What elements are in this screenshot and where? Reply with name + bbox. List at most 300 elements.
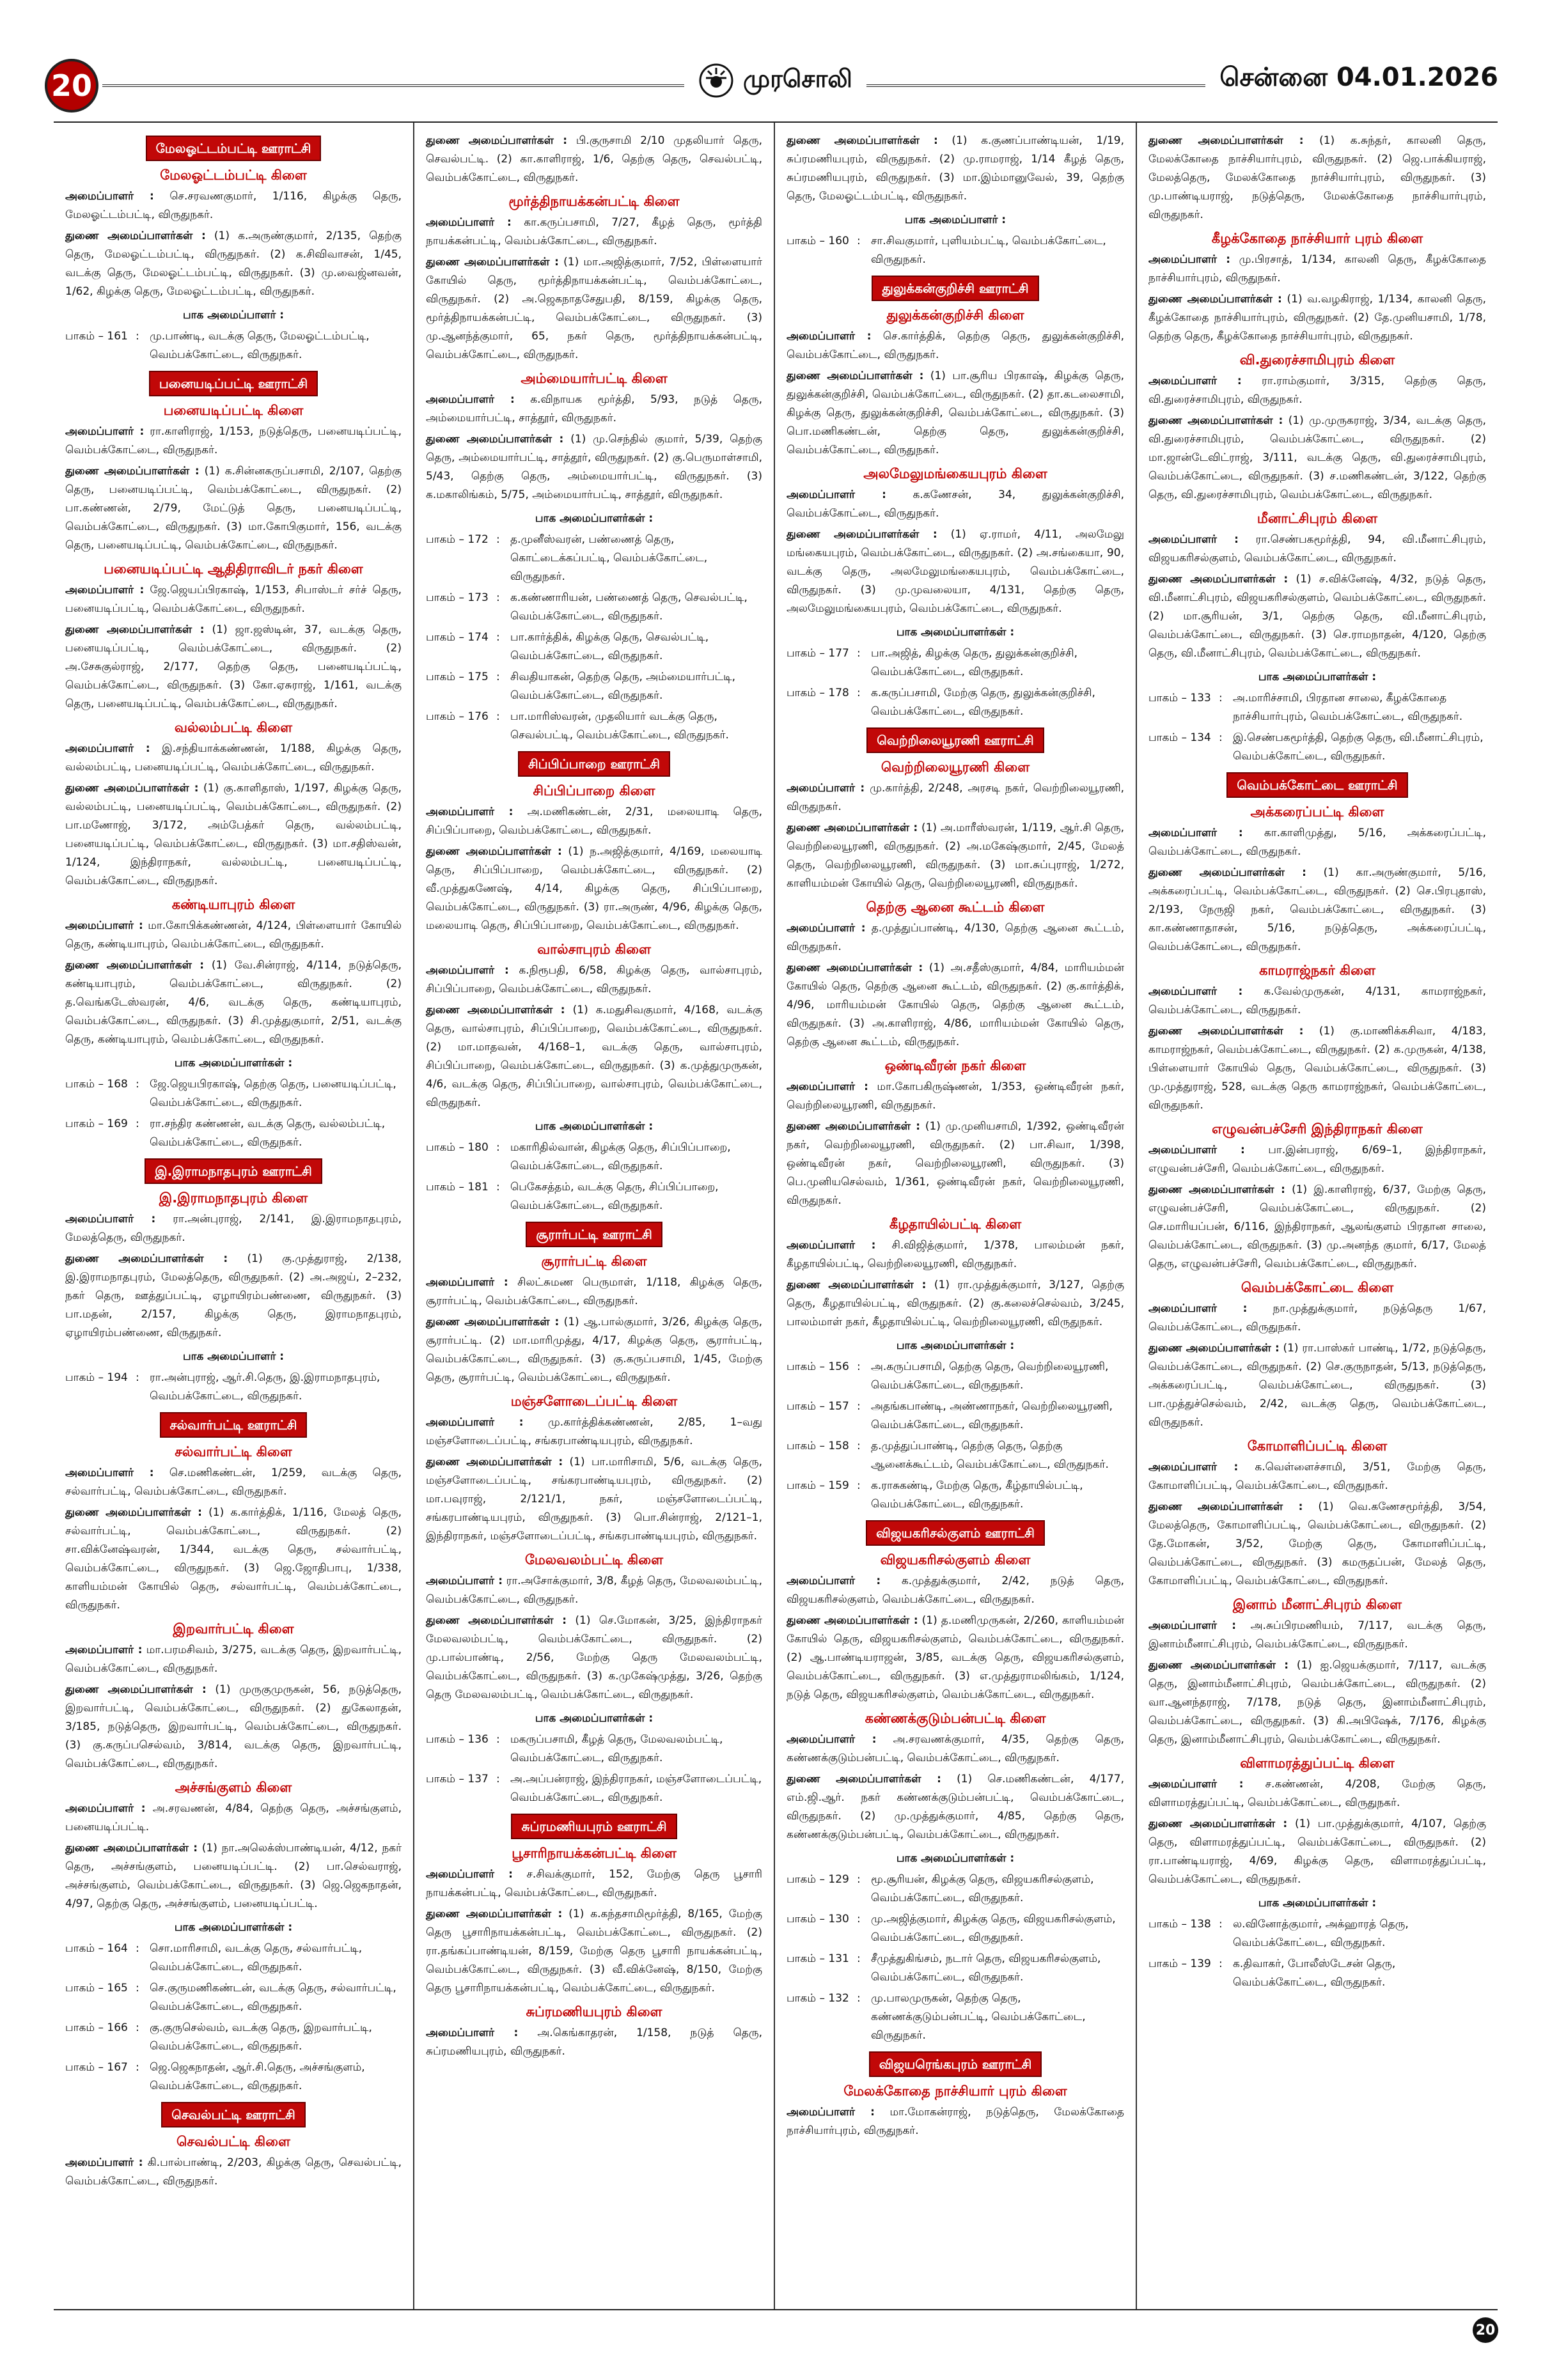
panchayat-heading-label: வெற்றிலையூரணி ஊராட்சி [866, 727, 1044, 753]
booth-number: பாகம் – 138 [1148, 1918, 1211, 1931]
branch-heading: ஒண்டிவீரன் நகர் கிளை [884, 1058, 1026, 1073]
booth-colon: : [857, 1479, 861, 1492]
member-entry [65, 1210, 402, 1247]
member-entry [1148, 1775, 1486, 1812]
booth-entry [426, 668, 762, 705]
member-details: இ.சந்தியாக்கண்ணன், 1/188, கிழக்கு தெரு, வல்லம்பட்டி, பனையடிப்பட்டி, வெம்பக்கோட்டை, விருதுநகர். [65, 742, 402, 774]
branch-heading: தெற்கு ஆனை கூட்டம் கிளை [866, 899, 1045, 915]
member-role-label: துணை அமைப்பாளர்கள் : [1148, 1342, 1280, 1355]
booth-entry [65, 1940, 402, 1977]
member-entry [426, 1453, 762, 1546]
footer-page-number: 20 [1473, 2317, 1498, 2343]
column-2-content [426, 132, 762, 2061]
member-role-label: துணை அமைப்பாளர்கள் : [787, 1120, 921, 1133]
booth-person: செ.குருமணிகண்டன், வடக்கு தெரு, சல்வார்பட்டி, வெம்பக்கோட்டை, விருதுநகர். [150, 1982, 396, 2013]
branch-heading: வெற்றிலையூரணி கிளை [881, 759, 1030, 775]
booth-number: பாகம் – 176 [426, 710, 489, 723]
member-details: (1) வெ.கணேசமூர்த்தி, 3/54, மேலத்தெரு, கோமாளிப்பட்டி, வெம்பக்கோட்டை, விருதுநகர். (2) தே.மோகன், 3/52, மேற்கு தெரு, கோமாளிப்பட்டி, வெம்பக்கோட்டை, விருதுநகர். (3) கமருதப்பன், மேலத் தெரு, கோமாளிப்பட்டி, வெம்பக்கோட்டை, விருதுநகர். [1148, 1500, 1486, 1587]
booth-number: பாகம் – 136 [426, 1733, 489, 1746]
member-role-label: அமைப்பாளர் : [65, 1466, 154, 1479]
booth-person: த.முனீஸ்வரன், பண்ணைத் தெரு, கொட்டைக்கப்பட்டி, வெம்பக்கோட்டை, விருதுநகர். [510, 533, 708, 583]
booth-person: ரா.சந்திர கண்ணன், வடக்கு தெரு, வல்லம்பட்டி, வெம்பக்கோட்டை, விருதுநகர். [150, 1117, 386, 1149]
panchayat-heading-label: வெம்பக்கோட்டை ஊராட்சி [1226, 772, 1407, 798]
member-entry [787, 959, 1124, 1052]
member-details: (1) கு.காளிதாஸ், 1/197, கிழக்கு தெரு, வல்லம்பட்டி, பனையடிப்பட்டி, வெம்பக்கோட்டை, விருதுநகர். (2) பா.மணோஜ், 3/172, அம்பேத்கர் தெரு, வல்லம்பட்டி, பனையடிப்பட்டி, வெம்பக்கோட்டை, விருதுநகர். (3) மா.சதிஸ்வன், 1/124, இந்திராநகர், வல்லம்பட்டி, பனையடிப்பட்டி, வெம்பக்கோட்டை, விருதுநகர். [65, 782, 402, 887]
member-details: அ.சுப்பிரமணியம், 7/117, வடக்கு தெரு, இனாம்மீனாட்சிபுரம், வெம்பக்கோட்டை, விருதுநகர். [1148, 1619, 1487, 1651]
member-entry [787, 132, 1124, 206]
member-role-label: துணை அமைப்பாளர்கள் : [426, 134, 568, 147]
member-entry [426, 253, 762, 364]
booth-number: பாகம் – 166 [65, 2021, 128, 2034]
booth-colon: : [857, 1873, 861, 1886]
branch-heading: விளாமரத்துப்பட்டி கிளை [1240, 1755, 1395, 1771]
booth-entry [787, 1358, 1124, 1395]
booth-section-heading: பாக அமைப்பாளர்கள் : [174, 1921, 293, 1934]
booth-person: கு.குருசெல்வம், வடக்கு தெரு, இறவார்பட்டி, வெம்பக்கோட்டை, விருதுநகர். [150, 2021, 372, 2053]
booth-entry [1148, 689, 1486, 726]
member-details: (1) க.மதுசிவகுமார், 4/168, வடக்கு தெரு, வால்சாபுரம், சிப்பிப்பாறை, வெம்பக்கோட்டை, விருதுநகர். (2) மா.மாதவன், 4/168–1, வடக்கு தெரு, வால்சாபுரம், சிப்பிப்பாறை, வெம்பக்கோட்டை, விருதுநகர். (3) க.முத்துமுருகன், 4/6, வடக்கு தெரு, சிப்பிப்பாறை, வால்சாபுரம், வெம்பக்கோட்டை, விருதுநகர். [426, 1004, 762, 1109]
member-role-label: அமைப்பாளர் : [1148, 1778, 1244, 1791]
member-role-label: அமைப்பாளர் : [787, 1080, 868, 1093]
panchayat-heading [65, 1412, 402, 1438]
member-entry [1148, 1617, 1486, 1654]
booth-entry [1148, 1955, 1486, 1992]
member-role-label: அமைப்பாளர் : [426, 1276, 508, 1289]
member-role-label: துணை அமைப்பாளர்கள் : [65, 782, 199, 795]
member-role-label: அமைப்பாளர் : [787, 2106, 875, 2119]
member-entry [65, 2154, 402, 2191]
member-details: (1) இ.காளிராஜ், 6/37, மேற்கு தெரு, எழுவன்பச்சேரி, வெம்பக்கோட்டை, விருதுநகர். (2) செ.மாரியப்பன், 6/116, இந்திராநகர், ஆலங்குளம் பிரதான சாலை, வெம்பக்கோட்டை, விருதுநகர். (3) மு.அனந்த குமார், 6/17, மேலத் தெரு, எழுவன்பச்சேரி, வெம்பக்கோட்டை, விருதுநகர். [1148, 1183, 1486, 1270]
member-details: (1) மு.செந்தில் குமார், 5/39, தெற்கு தெரு, அம்மையார்பட்டி, சாத்தூர், விருதுநகர். (2) கு.பெருமாள்சாமி, 5/43, தெற்கு தெரு, அம்மையார்பட்டி, விருதுநகர். (3) க.மகாலிங்கம், 5/75, அம்மையார்பட்டி, சாத்தூர், விருதுநகர். [426, 433, 763, 501]
booth-section-heading: பாக அமைப்பாளர்கள் : [1258, 1897, 1377, 1909]
booth-colon: : [1219, 1957, 1223, 1970]
booth-person: பா.மாரிஸ்வரன், முதலியார் வடக்கு தெரு, செவல்பட்டி, வெம்பக்கோட்டை, விருதுநகர். [510, 710, 729, 742]
member-details: க.வேல்முருகன், 4/131, காமராஜ்நகர், வெம்பக்கோட்டை, விருதுநகர். [1148, 985, 1487, 1016]
member-entry [65, 187, 402, 224]
branch-heading: கீழக்கோதை நாச்சியார் புரம் கிளை [1211, 231, 1423, 246]
member-role-label: துணை அமைப்பாளர்கள் : [426, 845, 562, 858]
member-details: (1) ந.அஜித்குமார், 4/169, மலையாடி தெரு, சிப்பிப்பாறை, வெம்பக்கோட்டை, விருதுநகர். (2) வீ.முத்துகணேஷ், 4/14, கிழக்கு தெரு, சிப்பிப்பாறை, வெம்பக்கோட்டை, விருதுநகர். (3) ரா.அருண், 4/96, கிழக்கு தெரு, மலையாடி தெரு, சிப்பிப்பாறை, வெம்பக்கோட்டை, விருதுநகர். [426, 845, 763, 932]
member-details: (1) மு.முருகராஜ், 3/34, வடக்கு தெரு, வி.துரைச்சாமிபுரம், வெம்பக்கோட்டை, விருதுநகர். (2) மா.ஜான்டேவிட்ராஜ், 3/111, வடக்கு தெரு, வி.துரைச்சாமிபுரம், வெம்பக்கோட்டை, விருதுநகர். (3) ச.மணிகண்டன், 3/122, தெற்கு தெரு, வி.துரைச்சாமிபுரம், வெம்பக்கோட்டை, விருதுநகர். [1148, 414, 1487, 501]
panchayat-heading-label: செவல்பட்டி ஊராட்சி [161, 2102, 306, 2127]
member-entry [787, 819, 1124, 893]
booth-section-heading: பாக அமைப்பாளர் : [904, 214, 1006, 226]
member-details: (1) க.கந்தசாமிமூர்த்தி, 8/165, மேற்கு தெரு பூசாரிநாயக்கன்பட்டி, வெம்பக்கோட்டை, விருதுநகர். (2) ரா.தங்கப்பாண்டியன், 8/159, மேற்கு தெரு பூசாரி நாயக்கன்பட்டி, வெம்பக்கோட்டை, விருதுநகர். (3) வீ.விக்னேஷ், 8/150, மேற்கு தெரு பூசாரிநாயக்கன்பட்டி, வெம்பக்கோட்டை, விருதுநகர். [426, 1908, 763, 1995]
panchayat-heading-label: துலுக்கன்குறிச்சி ஊராட்சி [872, 276, 1038, 301]
member-entry [65, 917, 402, 954]
branch-heading: அம்மையார்பட்டி கிளை [521, 371, 668, 386]
booth-section-heading: பாக அமைப்பாளர்கள் : [535, 1120, 654, 1133]
member-role-label: அமைப்பாளர் : [1148, 827, 1243, 839]
booth-entry [65, 2019, 402, 2056]
booth-colon: : [496, 591, 500, 604]
member-details: (1) ஐ.ஜெயக்குமார், 7/117, வடக்கு தெரு, இனாம்மீனாட்சிபுரம், வெம்பக்கோட்டை, விருதுநகர். (2) வா.ஆனந்தராஜ், 7/178, நடுத் தெரு, இனாம்மீனாட்சிபுரம், வெம்பக்கோட்டை, விருதுநகர். (3) கி.அபிஷேக், 7/176, கிழக்கு தெரு, இனாம்மீனாட்சிபுரம், வெம்பக்கோட்டை, விருதுநகர். [1148, 1659, 1487, 1746]
member-role-label: அமைப்பாளர் : [65, 1802, 146, 1815]
booth-number: பாகம் – 167 [65, 2061, 128, 2074]
member-entry [426, 132, 762, 187]
member-entry [65, 1504, 402, 1615]
member-role-label: அமைப்பாளர் : [65, 425, 145, 438]
member-details: (1) கு.முத்துராஜ், 2/138, இ.இராமநாதபுரம், மேலத்தெரு, விருதுநகர். (2) அ.அஜய், 2–232, நகர் தெரு, ஊத்துப்பட்டி, ஏழாயிரம்பண்ணை, விருதுநகர். (3) பா.மதன், 2/157, கிழக்கு தெரு, இராமநாதபுரம், ஏழாயிரம்பண்ணை, விருதுநகர். [65, 1252, 402, 1339]
member-role-label: அமைப்பாளர் : [426, 1416, 524, 1429]
member-details: ஜே.ஜெயப்பிரகாஷ், 1/153, சிபாஸ்டர் சர்ச் தெரு, பனையடிப்பட்டி, வெம்பக்கோட்டை, விருதுநகர். [65, 584, 402, 615]
member-role-label: துணை அமைப்பாளர்கள் : [65, 1842, 198, 1855]
member-entry [65, 423, 402, 460]
booth-colon: : [496, 1773, 500, 1785]
member-entry [65, 581, 402, 618]
member-entry [1148, 824, 1486, 861]
panchayat-heading-label: சிப்பிப்பாறை ஊராட்சி [518, 751, 670, 777]
member-role-label: அமைப்பாளர் : [1148, 985, 1243, 998]
member-role-label: துணை அமைப்பாளர்கள் : [65, 1683, 207, 1696]
member-entry [426, 1313, 762, 1387]
masthead [45, 56, 1498, 114]
branch-heading: கண்டியாபுரம் கிளை [171, 897, 295, 912]
booth-entry [1148, 1915, 1486, 1952]
member-details: மா.கோபிக்கண்ணன், 4/124, பிள்ளையார் கோயில் தெரு, கண்டியாபுரம், வெம்பக்கோட்டை, விருதுநகர். [65, 919, 402, 951]
member-details: (1) ச.விக்னேஷ், 4/32, நடுத் தெரு, வி.மீனாட்சிபுரம், விஜயகரிசல்குளம், வெம்பக்கோட்டை, விருதுநகர். (2) மா.சூரியன், 3/1, தெற்கு தெரு, வி.மீனாட்சிபுரம், வெம்பக்கோட்டை, விருதுநகர். (3) செ.ராமநாதன், 4/120, தெற்கு தெரு, வி.மீனாட்சிபுரம், வெம்பக்கோட்டை, விருதுநகர். [1148, 573, 1487, 660]
column-4-content [1148, 132, 1486, 1992]
panchayat-heading [787, 1520, 1124, 1546]
booth-number: பாகம் – 173 [426, 591, 489, 604]
member-entry [787, 2103, 1124, 2140]
booth-number: பாகம் – 172 [426, 533, 489, 546]
booth-number: பாகம் – 169 [65, 1117, 128, 1130]
booth-number: பாகம் – 134 [1148, 731, 1211, 744]
booth-entry [65, 2058, 402, 2096]
booth-person: க.கருப்பசாமி, மேற்கு தெரு, துலுக்கன்குறிச்சி, வெம்பக்கோட்டை, விருதுநகர். [871, 687, 1095, 718]
member-role-label: துணை அமைப்பாளர்கள் : [1148, 134, 1304, 147]
booth-colon: : [136, 1942, 139, 1955]
branch-heading: அலமேலுமங்கையபுரம் கிளை [863, 466, 1047, 481]
branch-heading: பனையடிப்பட்டி கிளை [163, 403, 304, 418]
branch-heading: கீழதாயில்பட்டி கிளை [889, 1217, 1022, 1232]
branch-heading: சுப்ரமணியபுரம் கிளை [526, 2004, 662, 2019]
member-details: (1) பா.முத்துக்குமார், 4/107, தெற்கு தெரு, விளாமரத்துப்பட்டி, வெம்பக்கோட்டை, விருதுநகர். (2) ரா.பாண்டியராஜ், 4/69, கிழக்கு தெரு, விளாமரத்துப்பட்டி, வெம்பக்கோட்டை, விருதுநகர். [1148, 1817, 1487, 1886]
member-entry [65, 740, 402, 777]
member-entry [1148, 1181, 1486, 1273]
booth-person: மு.அஜித்குமார், கிழக்கு தெரு, விஜயகரிசல்குளம், வெம்பக்கோட்டை, விருதுநகர். [871, 1913, 1116, 1944]
branch-heading: துலுக்கன்குறிச்சி கிளை [886, 307, 1024, 323]
member-role-label: துணை அமைப்பாளர்கள் : [1148, 1817, 1288, 1830]
member-details: (1) மா.அஜித்குமார், 7/52, பிள்ளையார் கோயில் தெரு, மூர்த்திநாயக்கன்பட்டி, வெம்பக்கோட்டை, விருதுநகர். (2) அ.ஜெகநாதசேதுபதி, 8/159, கிழக்கு தெரு, மூர்த்திநாயக்கன்பட்டி, வெம்பக்கோட்டை, விருதுநகர். (3) மு.ஆனந்த்குமார், 65, நகர் தெரு, மூர்த்திநாயக்கன்பட்டி, வெம்பக்கோட்டை, விருதுநகர். [426, 256, 763, 361]
member-details: சி.விஜித்குமார், 1/378, பாலம்மன் நகர், கீழதாயில்பட்டி, வெற்றிலையூரணி, விருதுநகர். [787, 1239, 1125, 1270]
branch-heading: அக்கரைப்பட்டி கிளை [1250, 804, 1384, 820]
member-details: ரா.செண்பகமூர்த்தி, 94, வி.மீனாட்சிபுரம், விஜயகரிசல்குளம், வெம்பக்கோட்டை, விருதுநகர். [1148, 533, 1487, 564]
booth-colon: : [1219, 731, 1223, 744]
member-role-label: அமைப்பாளர் : [1148, 1302, 1248, 1315]
member-entry [787, 1078, 1124, 1115]
member-details: (1) க.சின்னகருப்பசாமி, 2/107, தெற்கு தெரு, பனையடிப்பட்டி, வெம்பக்கோட்டை, விருதுநகர். (2) பா.கண்ணன், 2/79, மேட்டுத் தெரு, பனையடிப்பட்டி, வெம்பக்கோட்டை, விருதுநகர். (3) மா.கோபிகுமார், 156, வடக்கு தெரு, பனையடிப்பட்டி, வெம்பக்கோட்டை, விருதுநகர். [65, 465, 402, 552]
booth-person: பெகேசத்தம், வடக்கு தெரு, சிப்பிப்பாறை, வெம்பக்கோட்டை, விருதுநகர். [510, 1181, 719, 1212]
branch-heading: இ.இராமநாதபுரம் கிளை [159, 1190, 308, 1206]
booth-colon: : [857, 687, 861, 699]
member-role-label: அமைப்பாளர் : [787, 330, 872, 343]
booth-colon: : [857, 1992, 861, 2005]
booth-colon: : [496, 1181, 500, 1194]
booth-number: பாகம் – 132 [787, 1992, 849, 2005]
member-entry [65, 779, 402, 891]
branch-heading: மூர்த்திநாயக்கன்பட்டி கிளை [508, 194, 680, 209]
booth-entry [426, 589, 762, 626]
member-entry [65, 621, 402, 713]
panchayat-heading-label: சூரார்பட்டி ஊராட்சி [526, 1222, 662, 1247]
member-entry [1148, 290, 1486, 346]
booth-person: பா.அஜித், கிழக்கு தெரு, துலுக்கன்குறிச்சி, வெம்பக்கோட்டை, விருதுநகர். [871, 647, 1078, 678]
member-role-label: துணை அமைப்பாளர்கள் : [426, 1614, 567, 1627]
panchayat-heading [65, 371, 402, 396]
member-entry [787, 1117, 1124, 1210]
member-role-label: அமைப்பாளர் : [426, 1868, 513, 1881]
member-role-label: துணை அமைப்பாளர்கள் : [426, 1316, 560, 1328]
booth-entry [65, 1115, 402, 1152]
member-entry [65, 462, 402, 555]
panchayat-heading-label: சல்வார்பட்டி ஊராட்சி [160, 1412, 308, 1438]
member-details: த.முத்துப்பாண்டி, 4/130, தெற்கு ஆனை கூட்டம், விருதுநகர். [787, 922, 1125, 953]
member-entry [65, 1800, 402, 1837]
booth-entry [426, 708, 762, 745]
branch-heading: வெம்பக்கோட்டை கிளை [1241, 1280, 1394, 1295]
member-details: சிலட்சுமண பெருமாள், 1/118, கிழக்கு தெரு, சூரார்பட்டி, வெம்பக்கோட்டை, விருதுநகர். [426, 1276, 763, 1307]
member-entry [426, 1273, 762, 1311]
member-role-label: துணை அமைப்பாளர்கள் : [1148, 866, 1306, 879]
branch-heading: சல்வார்பட்டி கிளை [175, 1444, 292, 1459]
member-details: (1) ஆ.பால்குமார், 3/26, கிழக்கு தெரு, சூரார்பட்டி. (2) மா.மாரிமுத்து, 4/17, கிழக்கு தெரு, சூரார்பட்டி, வெம்பக்கோட்டை, விருதுநகர். (3) கு.கருப்பசாமி, 1/45, மேற்கு தெரு, சூரார்பட்டி, வெம்பக்கோட்டை, விருதுநகர். [426, 1316, 762, 1384]
branch-heading: பனையடிப்பட்டி ஆதிதிராவிடர் நகர் கிளை [104, 561, 363, 577]
member-entry [426, 391, 762, 428]
booth-colon: : [857, 1360, 861, 1373]
member-entry [426, 843, 762, 935]
booth-entry [787, 1437, 1124, 1474]
member-role-label: அமைப்பாளர் : [65, 1644, 143, 1656]
booth-colon: : [857, 1913, 861, 1925]
member-role-label: அமைப்பாளர் : [1148, 375, 1242, 387]
member-entry [1148, 1498, 1486, 1591]
member-role-label: துணை அமைப்பாளர்கள் : [787, 369, 924, 382]
booth-colon: : [496, 710, 500, 723]
booth-number: பாகம் – 180 [426, 1141, 489, 1154]
member-entry [65, 1464, 402, 1501]
booth-section-heading: பாக அமைப்பாளர் : [182, 309, 285, 322]
booth-entry [426, 531, 762, 586]
booth-entry [1148, 729, 1486, 766]
member-role-label: துணை அமைப்பாளர்கள் : [65, 229, 206, 242]
member-entry [426, 1413, 762, 1451]
member-role-label: துணை அமைப்பாளர்கள் : [1148, 414, 1283, 427]
booth-number: பாகம் – 168 [65, 1078, 128, 1091]
member-entry [1148, 132, 1486, 224]
member-role-label: துணை அமைப்பாளர்கள் : [65, 1252, 228, 1265]
member-details: பா.இன்பராஜ், 6/69–1, இந்திராநகர், எழுவன்பச்சேரி, வெம்பக்கோட்டை, விருதுநகர். [1148, 1144, 1487, 1175]
member-entry [787, 1731, 1124, 1768]
booth-entry [787, 1950, 1124, 1987]
booth-colon: : [857, 1440, 861, 1452]
member-role-label: அமைப்பாளர் : [1148, 253, 1231, 266]
member-entry [65, 1641, 402, 1678]
member-entry [1148, 372, 1486, 409]
member-entry [426, 1612, 762, 1704]
panchayat-heading-label: இ.இராமநாதபுரம் ஊராட்சி [145, 1158, 322, 1184]
member-role-label: அமைப்பாளர் : [65, 2156, 143, 2169]
booth-section-heading: பாக அமைப்பாளர்கள் : [1258, 671, 1377, 683]
booth-person: ஜெ.ஜெகநாதன், ஆர்.சி.தெரு, அச்சங்குளம், வெம்பக்கோட்டை, விருதுநகர். [150, 2061, 365, 2092]
booth-person: மகாரிதில்வான், கிழக்கு தெரு, சிப்பிப்பாறை, வெம்பக்கோட்டை, விருதுநகர். [510, 1141, 731, 1172]
member-entry [426, 1572, 762, 1609]
member-details: மா.பரமசிவம், 3/275, வடக்கு தெரு, இறவார்பட்டி, வெம்பக்கோட்டை, விருதுநகர். [65, 1644, 402, 1675]
booth-section-heading: பாக அமைப்பாளர் : [182, 1350, 285, 1363]
branch-heading: வி.துரைச்சாமிபுரம் கிளை [1239, 352, 1395, 368]
booth-person: அ.அப்பன்ராஜ், இந்திராநகர், மஞ்சளோடைப்பட்டி, வெம்பக்கோட்டை, விருதுநகர். [510, 1773, 762, 1804]
booth-person: சா.சிவகுமார், புளியம்பட்டி, வெம்பக்கோட்டை, விருதுநகர். [871, 235, 1106, 266]
booth-colon: : [136, 1371, 139, 1384]
sun-emblem-icon [698, 63, 734, 98]
panchayat-heading-label: விஜயகரிசல்குளம் ஊராட்சி [866, 1520, 1045, 1546]
member-entry [1148, 1815, 1486, 1889]
booth-colon: : [136, 2061, 139, 2074]
member-entry [1148, 1022, 1486, 1115]
booth-entry [426, 1731, 762, 1768]
panchayat-heading-label: சுப்ரமணியபுரம் ஊராட்சி [511, 1814, 677, 1839]
member-entry [787, 1612, 1124, 1704]
booth-person: சிவதியாகன், தெற்கு தெரு, அம்மையார்பட்டி, வெம்பக்கோட்டை, விருதுநகர். [510, 671, 736, 702]
booth-number: பாகம் – 181 [426, 1181, 489, 1194]
member-details: (1) கு.மாணிக்கசிவா, 4/183, காமராஜ்நகர், வெம்பக்கோட்டை, விருதுநகர். (2) க.முருகன், 4/138, பிள்ளையார் கோயில் தெரு, வெம்பக்கோட்டை, விருதுநகர். (3) மு.முத்துராஜ், 528, வடக்கு தெரு காமராஜ்நகர், வெம்பக்கோட்டை, விருதுநகர். [1148, 1025, 1487, 1112]
member-entry [787, 1236, 1124, 1273]
booth-entry [426, 1770, 762, 1807]
booth-colon: : [857, 1952, 861, 1965]
booth-colon: : [496, 1733, 500, 1746]
panchayat-heading [787, 727, 1124, 753]
booth-section-heading: பாக அமைப்பாளர்கள் : [896, 626, 1015, 639]
branch-heading: காமராஜ்நகர் கிளை [1259, 963, 1375, 978]
member-details: (1) க.கார்த்திக், 1/116, மேலத் தெரு, சல்வார்பட்டி, வெம்பக்கோட்டை, விருதுநகர். (2) சா.விக்னேஷ்வரன், 1/344, வடக்கு தெரு, சல்வார்பட்டி, வெம்பக்கோட்டை, விருதுநகர். (3) ஜெ.ஜோதிபாபு, 1/338, காளியம்மன் கோயில் தெரு, சல்வார்பட்டி, வெம்பக்கோட்டை, விருதுநகர். [65, 1506, 402, 1612]
branch-heading: அச்சங்குளம் கிளை [175, 1780, 292, 1795]
branch-heading: மேலஓட்டம்பட்டி கிளை [160, 167, 307, 183]
booth-number: பாகம் – 130 [787, 1913, 849, 1925]
member-entry [1148, 983, 1486, 1020]
member-details: க.வெள்ளைச்சாமி, 3/51, மேற்கு தெரு, கோமாளிப்பட்டி, வெம்பக்கோட்டை, விருதுநகர். [1148, 1461, 1487, 1492]
booth-number: பாகம் – 165 [65, 1982, 128, 1995]
branch-heading: வல்லம்பட்டி கிளை [174, 720, 293, 735]
member-details: (1) அ.சதீஸ்குமார், 4/84, மாரியம்மன் கோயில் தெரு, தெற்கு ஆனை கூட்டம், விருதுநகர். (2) கு.கார்த்திக், 4/96, மாரியம்மன் கோயில் தெரு, தெற்கு ஆனை கூட்டம், விருதுநகர். (3) அ.காளிராஜ், 4/86, மாரியம்மன் கோயில் தெரு, தெற்கு ஆனை கூட்டம், விருதுநகர். [787, 961, 1125, 1048]
member-role-label: துணை அமைப்பாளர்கள் : [65, 623, 205, 636]
branch-heading: மேலக்கோதை நாச்சியார் புரம் கிளை [843, 2083, 1067, 2099]
member-details: நா.முத்துக்குமார், நடுத்தெரு 1/67, வெம்பக்கோட்டை, விருதுநகர். [1148, 1302, 1487, 1334]
member-details: ரா.ராம்குமார், 3/315, தெற்கு தெரு, வி.துரைச்சாமிபுரம், விருதுநகர். [1148, 375, 1486, 406]
member-role-label: அமைப்பாளர் : [426, 1575, 503, 1587]
member-details: (1) முருகுமுருகன், 56, நடுத்தெரு, இறவார்பட்டி, வெம்பக்கோட்டை, விருதுநகர். (2) துகேலாதன், 3/185, நடுத்தெரு, இறவார்பட்டி, வெம்பக்கோட்டை, விருதுநகர். (3) கு.கருப்பசெல்வம், 3/814, வடக்கு தெரு, இறவார்பட்டி, வெம்பக்கோட்டை, விருதுநகர். [65, 1683, 402, 1770]
member-entry [426, 2024, 762, 2061]
member-role-label: துணை அமைப்பாளர்கள் : [65, 465, 200, 478]
panchayat-heading [426, 1222, 762, 1247]
member-entry [1148, 1339, 1486, 1432]
booth-person: மூ.சூரியன், கிழக்கு தெரு, விஜயகரிசல்குளம், வெம்பக்கோட்டை, விருதுநகர். [871, 1873, 1094, 1904]
booth-number: பாகம் – 139 [1148, 1957, 1211, 1970]
member-details: (1) பா.மாரிசாமி, 5/6, வடக்கு தெரு, மஞ்சளோடைப்பட்டி, சங்கரபாண்டியபுரம், விருதுநகர். (2) மா.பவுராஜ், 2/121/1, நகர், மஞ்சளோடைப்பட்டி, சங்கரபாண்டியபுரம், விருதுநகர். (3) பொ.சின்ராஜ், 2/121–1, இந்திராநகர், மஞ்சளோடைப்பட்டி, சங்கரபாண்டியபுரம், விருதுநகர். [426, 1456, 762, 1543]
branch-heading: மீனாட்சிபுரம் கிளை [1257, 511, 1378, 526]
booth-colon: : [136, 1117, 139, 1130]
member-role-label: துணை அமைப்பாளர்கள் : [1148, 1659, 1289, 1672]
member-role-label: அமைப்பாளர் : [65, 1213, 156, 1225]
booth-entry [426, 1178, 762, 1215]
member-entry [65, 1681, 402, 1773]
member-role-label: அமைப்பாளர் : [1148, 1144, 1245, 1156]
member-role-label: அமைப்பாளர் : [787, 1239, 876, 1252]
member-details: (1) வ.வழகிராஜ், 1/134, காலனி தெரு, கீழக்கோதை நாச்சியார்புரம், விருதுநகர். (2) தே.முனியசாமி, 1/78, தெற்கு தெரு, கீழக்கோதை நாச்சியார்புரம், விருதுநகர். [1148, 293, 1487, 343]
booth-section-heading: பாக அமைப்பாளர்கள் : [174, 1057, 293, 1069]
member-role-label: அமைப்பாளர் : [426, 393, 515, 406]
member-details: ரா.காளிராஜ், 1/153, நடுத்தெரு, பனையடிப்பட்டி, வெம்பக்கோட்டை, விருதுநகர். [65, 425, 402, 456]
booth-entry [65, 1979, 402, 2016]
member-details: (1) கா.அருண்குமார், 5/16, அக்கரைப்பட்டி, வெம்பக்கோட்டை, விருதுநகர். (2) செ.பிரபுதாஸ், 2/193, நேருஜி நகர், வெம்பக்கோட்டை, விருதுநகர். (3) கா.கண்ணாதாசன், 5/16, நடுத்தெரு, அக்கரைப்பட்டி, வெம்பக்கோட்டை, விருதுநகர். [1148, 866, 1487, 953]
panchayat-heading [65, 1158, 402, 1184]
branch-heading: செவல்பட்டி கிளை [176, 2134, 290, 2149]
member-entry [787, 367, 1124, 460]
booth-colon: : [496, 631, 500, 644]
booth-colon: : [1219, 692, 1223, 704]
member-details: (1) நா.அலெக்ஸ்பாண்டியன், 4/12, நகர் தெரு, அச்சங்குளம், பனையடிப்பட்டி. (2) பா.செல்வராஜ், அச்சங்குளம், வெம்பக்கோட்டை, விருதுநகர். (3) ஜெ.ஜெகநாதன், 4/97, தெற்கு தெரு, அச்சங்குளம், பனையடிப்பட்டி. [65, 1842, 402, 1910]
booth-number: பாகம் – 177 [787, 647, 849, 660]
booth-number: பாகம் – 129 [787, 1873, 849, 1886]
column-1 [54, 123, 413, 2309]
member-entry [65, 1250, 402, 1342]
member-details: மு.கார்த்தி, 2/248, அரசடி நகர், வெற்றிலையூரணி, விருதுநகர். [787, 782, 1125, 813]
member-role-label: அமைப்பாளர் : [426, 805, 513, 818]
member-details: ச.சிவக்குமார், 152, மேற்கு தெரு பூசாரி நாயக்கன்பட்டி, வெம்பக்கோட்டை, விருதுநகர். [426, 1868, 762, 1899]
booth-section-heading: பாக அமைப்பாளர்கள் : [896, 1852, 1015, 1865]
member-details: பி.குருசாமி 2/10 முதலியார் தெரு, செவல்பட்டி. (2) கா.காளிராஜ், 1/6, தெற்கு தெரு, செவல்பட்டி, வெம்பக்கோட்டை, விருதுநகர். [426, 134, 762, 184]
booth-entry [65, 1075, 402, 1112]
member-role-label: அமைப்பாளர் : [65, 190, 154, 203]
booth-entry [787, 232, 1124, 269]
panchayat-heading [787, 2051, 1124, 2077]
member-role-label: துணை அமைப்பாளர்கள் : [787, 1279, 927, 1291]
member-details: (1) த.மணிமுருகன், 2/260, காளியம்மன் கோயில் தெரு, விஜயகரிசல்குளம், வெம்பக்கோட்டை, விருதுநகர். (2) ஆ.பாண்டியராஜன், 3/85, வடக்கு தெரு, விஜயகரிசல்குளம், வெம்பக்கோட்டை, விருதுநகர். (3) எ.முத்துராமலிங்கம், 1/124, நடுத் தெரு, விஜயகரிசல்குளம், வெம்பக்கோட்டை, விருதுநகர். [787, 1614, 1125, 1701]
member-entry [1148, 1656, 1486, 1749]
booth-entry [787, 684, 1124, 721]
member-details: (1) அ.மாரீஸ்வரன், 1/119, ஆர்.சி தெரு, வெற்றிலையூரணி, விருதுநகர். (2) அ.மகேஷ்குமார், 2/45, மேலத் தெரு, வெற்றிலையூரணி, விருதுநகர். (3) மா.சுப்புராஜ், 1/272, காளியம்மன் கோயில் தெரு, வெற்றிலையூரணி, விருதுநகர். [787, 821, 1125, 890]
member-role-label: துணை அமைப்பாளர்கள் : [1148, 1025, 1304, 1038]
booth-person: ஜே.ஜெயபிரகாஷ், தெற்கு தெரு, பனையடிப்பட்டி, வெம்பக்கோட்டை, விருதுநகர். [150, 1078, 396, 1109]
member-role-label: அமைப்பாளர் : [787, 1733, 877, 1746]
member-entry [1148, 570, 1486, 663]
booth-person: அதங்கபாண்டி, அண்ணாநகர், வெற்றிலையூரணி, வெம்பக்கோட்டை, விருதுநகர். [871, 1400, 1113, 1431]
member-role-label: அமைப்பாளர் : [787, 488, 886, 501]
member-role-label: துணை அமைப்பாளர்கள் : [1148, 573, 1288, 586]
booth-entry [426, 1139, 762, 1176]
booth-colon: : [136, 2021, 139, 2034]
booth-colon: : [1219, 1918, 1223, 1931]
booth-person: ரா.அன்புராஜ், ஆர்.சி.தெரு, இ.இராமநாதபுரம், வெம்பக்கோட்டை, விருதுநகர். [150, 1371, 380, 1403]
column-3-content [787, 132, 1124, 2140]
panchayat-heading [65, 2102, 402, 2127]
member-role-label: துணை அமைப்பாளர்கள் : [787, 528, 937, 541]
member-role-label: அமைப்பாளர் : [1148, 1619, 1237, 1632]
member-entry [1148, 412, 1486, 504]
member-details: செ.சரவணகுமார், 1/116, கிழக்கு தெரு, மேலஓட்டம்பட்டி, விருதுநகர். [65, 190, 402, 221]
branch-heading: வால்சாபுரம் கிளை [537, 942, 651, 957]
member-details: (1) க.குணப்பாண்டியன், 1/19, சுப்ரமணியபுரம், விருதுநகர். (2) மு.ராமராஜ், 1/14 கீழத் தெரு, சுப்ரமணியபுரம், விருதுநகர். (3) மா.இம்மானுவேல், 39, தெற்கு தெரு, மேலஓட்டம்பட்டி, விருதுநகர். [787, 134, 1124, 203]
branch-heading: கோமாளிப்பட்டி கிளை [1247, 1438, 1388, 1454]
newspaper-name: முரசொலி [743, 65, 852, 93]
member-details: (1) ரா.பாஸ்கர் பாண்டி, 1/72, நடுத்தெரு, வெம்பக்கோட்டை, விருதுநகர். (2) செ.குருநாதன், 5/13, நடுத்தெரு, அக்கரைப்பட்டி, வெம்பக்கோட்டை, விருதுநகர். (3) பா.முத்துச்செல்வம், 2/42, வடக்கு தெரு, வெம்பக்கோட்டை, விருதுநகர். [1148, 1342, 1487, 1429]
booth-number: பாகம் – 156 [787, 1360, 849, 1373]
booth-number: பாகம் – 158 [787, 1440, 849, 1452]
member-role-label: துணை அமைப்பாளர்கள் : [787, 961, 923, 974]
branch-heading: விஜயகரிசல்குளம் கிளை [880, 1552, 1031, 1567]
member-details: மு.கார்த்திக்கண்ணன், 2/85, 1–வது மஞ்சளோடைப்பட்டி, சங்கரபாண்டியபுரம், விருதுநகர். [426, 1416, 763, 1447]
booth-number: பாகம் – 160 [787, 235, 849, 247]
